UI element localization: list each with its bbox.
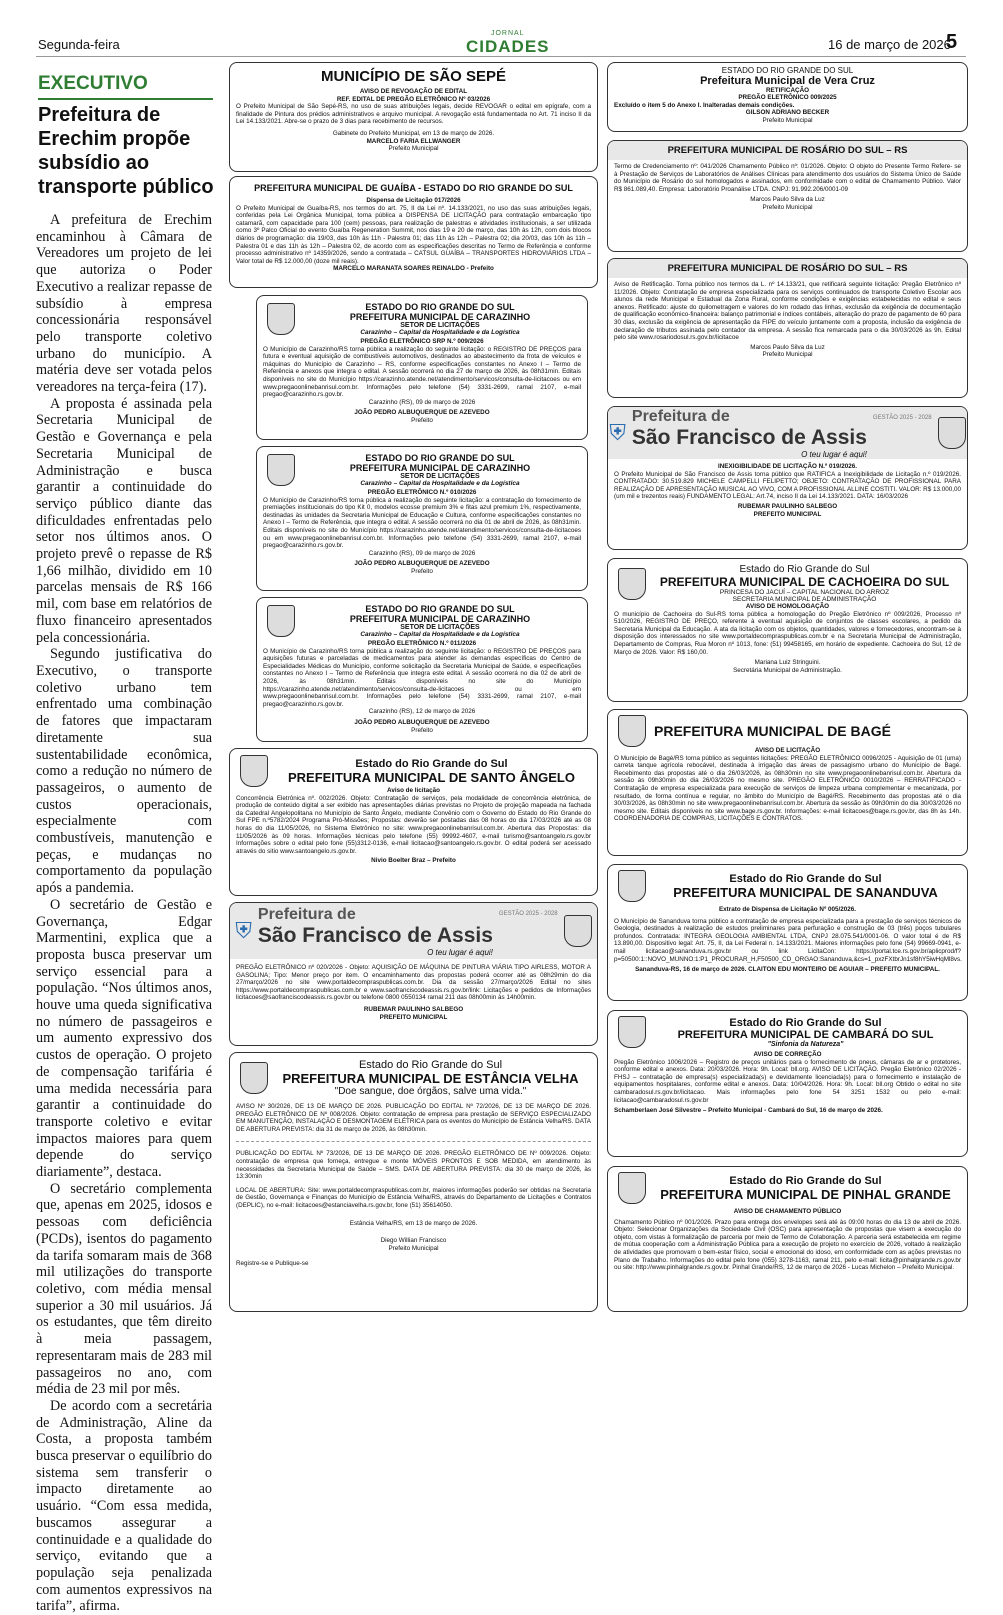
coat-of-arms-icon <box>564 915 592 947</box>
notice-body: O Prefeito Municipal de Guaíba-RS, nos termos do art. 75, II da Lei nº. 14.133/2021, no uso das suas atribuições legais, conferidas pela Lei Orgânica Municipal, torna pública a DISPENSA DE LICITAÇÃO para contratação embarcação tipo catamarã, com capacidade para 100 (cem) pessoas, para realização de palestras e atividades institucionais, a ser utilizada como 3º Palco Oficial do evento Guaíba Regeneration Summit, nos dias 19 e 20 de março, das 10h às 12h, com dois blocos diários de programação: dia 19/03, das 10h às 11h - Palestra 01; das 11h às 12h – Palestra 02; dia 20/03, das 10h às 11h – Palestra 01 e das 11h às 12h – Palestra 02, de acordo com as especificações descritas no Termo de Referência e conforme processo administrativo nº 14359/2026, sendo a contratada – CATSUL GUAÍBA – TRANSPORTES HIDROVIÁRIOS LTDA – Valor total de R$ 12.000,00 (doze mil reais). <box>236 204 591 265</box>
notice-cachoeira <box>607 558 968 702</box>
notice-body: O Município de Sananduva torna público a contratação de empresa especializada para a prestação de serviços técnicos de Geologia, destinados à realização de estudos preliminares para perfuração e construção de 03 (três) poços tubulares profundos. Contratada: INTEGRA GEOLOGIA AMBIENTAL LTDA, CNPJ 28.075.541/0001-06. O valor total é de R$ 13.890,00. Dispositivo legal: Art. 75, II, da Lei Federal n. 14.133/2021. Maiores informações pelo fone (54) 99669-0941, e-mail licitacao@sananduva.rs.gov.br ou link LicitaCon: https://portal.tce.rs.gov.br/aplicprod/f?p=50500:1::NOVO_MUNNO:1:P1_PROCURAR_H,F50500_CD_ORGAO:Sananduva,&cs=1_pxzFXtbrJn1sf8hY5iwHqMl8vs. <box>614 917 962 963</box>
notice-signature: Gabinete do Prefeito Municipal, em 13 de março de 2026. <box>332 129 495 137</box>
coat-of-arms-icon <box>267 454 295 486</box>
notice-subtitle: Aviso de licitação <box>387 787 440 794</box>
sfa-shield-icon: ⛨ <box>235 918 252 943</box>
header-divider <box>36 56 966 57</box>
section-divider <box>38 98 213 100</box>
notice-signature: MARCELO MARANATA SOARES REINALDO - Prefeito <box>333 265 494 273</box>
notice-cambara <box>607 1010 968 1157</box>
coat-of-arms-icon <box>618 1016 646 1048</box>
notice-body: Pregão Eletrônico 1006/2026 – Registro de preços unitários para o fornecimento de pneus, câmaras de ar e protetores, conforme edital e anexos. Data: 20/03/2026. Hora: 9h. Local: bll.org. AVISO DE LICITAÇÃO. Pregão Eletrônico 02/2026 - FHSJ – contratação de empresa(s) especializada(s) e devidamente licenciada(s) para o fornecimento e instalação de equipamentos hospitalares, conforme edital e anexos. Data: 10/04/2026. Hora: 9h. Local: bll.org Obtido o edital no site cambaradosul.rs.gov.br/licitacao. Mais informações pelo fone 54 3251 1532 ou pelo e-mail: licitacao@cambaradosul.rs.gov.br <box>614 1058 961 1104</box>
notice-signature: JOÃO PEDRO ALBUQUERQUE DE AZEVEDO <box>354 718 490 726</box>
sfa-logo <box>608 407 967 459</box>
header-cidades: CIDADES <box>466 37 550 56</box>
sfa-gestao: GESTÃO 2025 - 2028 <box>498 911 558 917</box>
article-paragraph: Segundo justificativa do Executivo, o transporte coletivo urbano tem enfrentado uma combinação de fatores que impactaram diretamente sua sustentabilidade econômica, como a redução no número de passageiros, o aumento de custos operacionais, especialmente com combustíveis, manutenção e peças, e mudanças no comportamento da população após a pandemia. <box>36 646 212 897</box>
notice-title: Prefeitura Municipal de Vera Cruz <box>700 74 875 87</box>
notice-body: Termo de Credenciamento nº: 041/2026 Chamamento Público nº: 01/2026. Objeto: O objeto do Presente Termo Refere- se à Prestação de Serviços de Laboratórios de Análises Clínicas para atendimento dos usuários do Sistema Único de Saúde do Município de Rosário do sul homologados e assinados, em conformidade com o edital de Chamamento Público. Valor R$ 861.089,40. Empresa: Laboratório Proanálise LTDA. CNPJ: 91.992.206/0001-09 <box>614 163 961 193</box>
notice-subtitle: RETIFICAÇÃO <box>765 86 810 94</box>
header-date: 16 de março de 2026 <box>828 37 951 52</box>
notice-guaiba <box>229 176 598 288</box>
notice-subtitle: AVISO DE REVOGAÇÃO DE EDITAL <box>359 88 468 95</box>
notice-title: PREFEITURA MUNICIPAL DE SANANDUVA <box>673 884 938 900</box>
notice-carazinho-2 <box>256 446 588 591</box>
page-number: 5 <box>946 31 958 53</box>
notice-date: Carazinho (RS), 12 de março de 2026 <box>368 708 476 716</box>
notice-signature: PREFEITO MUNICIPAL <box>753 510 822 518</box>
notice-slogan: Carazinho – Capital da Hospitalidade e da Logística <box>360 480 520 487</box>
notice-signature: Prefeito Municipal <box>762 351 813 359</box>
notice-title: PREFEITURA MUNICIPAL DE ROSÁRIO DO SUL – RS <box>608 141 967 160</box>
notice-subtitle: AVISO DE CORREÇÃO <box>753 1051 822 1058</box>
notice-pinhal-grande <box>607 1166 968 1312</box>
notice-body: Aviso de Retificação. Torna público nos termos da L. nº 14.133/21, que retificará seguinte licitação: Pregão Eletrônico nº 11/2026. Objeto: Contratação de empresa especializada para os serviços continuados de transporte Coletivo Escolar aos alunos da rede Municipal e Estadual da Zona Rural, conforme condições e exigências estabelecidas no edital e seus anexos. Retificado: ajuste do quilometragem e valores do km rodado das linhas, exclusão da exigência de documentação de qualificação econômico-financeira: balanço patrimonial e índices contábeis, alteração do prazo de pagamento de 60 para 30 dias, exclusão da exigência de apresentação da FIPE do veículo juntamente com a proposta, inclusão da exigência de declaração de tributos assinada pelo contador da empresa. A sessão fica remarcada para o dia 30/03/2026 às 9h. Edital pelo site www.rosariodosul.rs.gov.br/licitacoe <box>614 281 961 342</box>
notice-subtitle: Dispensa de Licitação 017/2026 <box>366 197 461 204</box>
notice-title: PREFEITURA MUNICIPAL DE CAMBARÁ DO SUL <box>677 1028 934 1041</box>
notice-subtitle: PREGÃO ELETRÔNICO SRP N.º 009/2026 <box>360 338 484 345</box>
coat-of-arms-icon <box>618 715 646 747</box>
notice-rosario-2 <box>607 258 968 398</box>
notice-signature: Marcos Paulo Silva da Luz <box>750 196 825 204</box>
notice-signature: Mariana Luiz Stringuini. <box>754 659 821 667</box>
notice-heading: Estado do Rio Grande do Sul <box>729 1016 882 1029</box>
notice-title: PREFEITURA MUNICIPAL DE ESTÂNCIA VELHA <box>282 1071 579 1086</box>
header-section <box>466 30 550 57</box>
notice-sao-sepe <box>229 62 598 172</box>
notice-body: LOCAL DE ABERTURA: Site: www.portaldecompraspublicas.com.br, maiores informações poderão ser obtidas na Secretaria de Gestão, Governança e Finanças do Município de Estância Velha/RS, através do Departamento de Licitações e Contratos (DEPLIC), no e-mail: licitacoes@estanciavelha.rs.gov.br, fone (51) 35614050. <box>236 1186 591 1209</box>
notice-body: Concorrência Eletrônica nº. 002/2026. Objeto: Contratação de serviços, pela modalidade de concorrência eletrônica, de produção de conteúdo digital a ser exibido nas apresentações diárias previstas no Projeto de projeção mapeada na fachada da Catedral Angelopolitana no Município de Santo Ângelo, mediante Convênio com o Governo do Estado do Rio Grande do Sul FPE n.º5782/2024 Programa Pró-Missões; Propostas: deverão ser postadas das 08 horas do dia 17/03/2026 até as 08 horas do dia 11/05/2026, no Sistema Eletrônico no site: www.pregaoonlinebanrisul.com.br. Abertura das Propostas: dia 11/05/2026 às 09 horas. Informações técnicas pelo telefone (55) 99992-4607, e-mail turismo@santoangelo.rs.gov.br Informações sobre o edital pelo fone (55)3312-0136, e-mail licitacao@santoangelo.rs.gov.br. O edital poderá ser acessado através do sitio www.santoangelo.rs.gov.br. <box>236 794 591 855</box>
sfa-name: São Francisco de Assis <box>257 923 493 947</box>
notice-subtitle: AVISO DE LICITAÇÃO <box>754 747 821 754</box>
notice-rosario-1 <box>607 140 968 252</box>
notice-heading: Estado do Rio Grande do Sul <box>729 872 882 885</box>
coat-of-arms-icon <box>618 870 646 902</box>
notice-title: PREFEITURA MUNICIPAL DE CACHOEIRA DO SUL <box>659 575 950 589</box>
notice-signature: Sananduva-RS, 16 de março de 2026. CLAITON EDU MONTEIRO DE AGUIAR – PREFEITO MUNICIPAL. <box>635 966 940 974</box>
header-jornal: JORNAL <box>490 30 525 37</box>
notice-santo-angelo <box>229 748 598 896</box>
notice-body: Excluído o item 5 do Anexo I. Inalteradas demais condições. <box>614 101 795 109</box>
notice-title: PREFEITURA MUNICIPAL DE PINHAL GRANDE <box>660 1186 951 1202</box>
section-label: EXECUTIVO <box>38 73 148 94</box>
notice-heading: Estado do Rio Grande do Sul <box>355 757 508 770</box>
notice-signature: Prefeito <box>411 726 433 734</box>
notice-signature: Nivio Boelter Braz – Prefeito <box>371 857 456 865</box>
notice-heading: SETOR DE LICITAÇÕES <box>400 322 480 329</box>
notice-carazinho-3 <box>256 597 588 742</box>
notice-subtitle: Extrato de Dispensa de Licitação Nº 005/2026. <box>718 906 857 913</box>
article-paragraph: O secretário complementa que, apenas em 2025, idosos e pessoas com deficiência (PCDs), isentos do pagamento da tarifa somaram mais de 368 mil utilizações do transporte coletivo, com média mensal superior a 30 mil usuários. Já os estudantes, que têm direito à meia passagem, representaram mais de 283 mil passageiros no ano, com média de 23 mil por mês. <box>36 1180 212 1398</box>
article-paragraph: De acordo com a secretária de Administração, Aline da Costa, a proposta também busca preservar o equilíbrio do sistema sem transferir o impacto diretamente ao usuário. “Com essa medida, buscamos assegurar a continuidade e a qualidade do serviço, evitando que a população seja penalizada com aumentos expressivos na tarifa”, afirma. <box>36 1397 212 1615</box>
sfa-prefix: Prefeitura de <box>257 905 356 923</box>
notice-subtitle: AVISO DE CHAMAMENTO PÚBLICO <box>733 1208 842 1215</box>
notice-heading: SETOR DE LICITAÇÕES <box>400 624 480 631</box>
sfa-logo <box>230 903 597 959</box>
notice-title: PREFEITURA MUNICIPAL DE GUAÍBA - ESTADO DO RIO GRANDE DO SUL <box>254 183 573 193</box>
notice-heading: SECRETARIA MUNICIPAL DE ADMINISTRAÇÃO <box>732 596 877 603</box>
sfa-shield-icon: ⛨ <box>609 420 626 445</box>
notice-heading: PRINCESA DO JACUÍ – CAPITAL NACIONAL DO ARROZ <box>719 589 890 596</box>
notice-sao-francisco-1 <box>229 902 598 1046</box>
notice-signature: JOÃO PEDRO ALBUQUERQUE DE AZEVEDO <box>354 560 490 568</box>
notice-heading: Estado do Rio Grande do Sul <box>739 564 870 575</box>
coat-of-arms-icon <box>267 605 295 637</box>
notice-signature: Prefeito <box>411 567 433 575</box>
notice-heading: ESTADO DO RIO GRANDE DO SUL <box>365 302 515 312</box>
sfa-slogan: O teu lugar é aqui! <box>427 947 493 957</box>
article-paragraph: A proposta é assinada pela Secretaria Municipal de Gestão e Governança e pela Secretaria Municipal de Administração e busca garantir a continuidade do serviço público diante das dificuldades enfrentadas pelo setor nos últimos anos. O projeto prevê o repasse de R$ 1,66 milhão, dividido em 10 parcelas mensais de R$ 166 mil, com base em relatórios de fluxo financeiro apresentados pela concessionária. <box>36 395 212 646</box>
notice-subtitle: INEXIGIBILIDADE DE LICITAÇÃO N.º 019/2026. <box>718 463 857 470</box>
notice-signature: RUBEMAR PAULINHO SALBEGO <box>363 1005 464 1013</box>
notice-body: O Município de Carazinho/RS torna pública a realização do seguinte licitação: a contratação do fornecimento de premiações institucionais do tipo Kit 0, modelos ecosse premium 3% e fitas azul premium 1%, respectivamente, destinadas às unidades da Secretaria Municipal de Educação e Cultura, conforme especificações constantes no Anexo I – Termo de Referência, que integra o edital. A sessão ocorrerá no dia 01 de abril de 2026, às 08h31min. Editais disponíveis no site do Município https://carazinho.atende.net/atendimento/servicos/consulta-de-licitacoes ou em www.pregaoonlinebanrisul.com.br. Informações pelo telefone (54) 3331-2699, ramal 2107, e-mail pregao@carazinho.rs.gov.br. <box>263 496 581 550</box>
sfa-gestao: GESTÃO 2025 - 2028 <box>872 415 932 421</box>
notice-title: PREFEITURA MUNICIPAL DE BAGÉ <box>654 723 891 739</box>
header-day: Segunda-feira <box>38 37 120 52</box>
notice-title: PREFEITURA MUNICIPAL DE CARAZINHO <box>349 614 531 624</box>
article-body <box>36 212 212 1615</box>
sfa-prefix: Prefeitura de <box>631 407 730 425</box>
notice-signature: Schamberlaen José Silvestre – Prefeito Municipal - Cambará do Sul, 16 de março de 2026. <box>614 1107 883 1115</box>
notice-body: O Município de Carazinho/RS torna pública a realização do seguinte licitação: o REGISTRO DE PREÇOS para aquisições futuras e parceladas de medicamentos para atender às demandas específicas do Centro de Especialidades Médicas do Município, conforme solicitação da Secretaria Municipal de Saúde, e especificações constantes no Anexo I – Termo de Referência que integra este edital. A sessão ocorrerá no dia 02 de abril de 2026, às 08h31min. Editais disponíveis no site do Município https://carazinho.atende.net/atendimento/servicos/consulta-de-licitacoes ou em www.pregaoonlinebanrisul.com.br. Informações pelo telefone (54) 3331-2699, ramal 2107, e-mail pregao@carazinho.rs.gov.br. <box>263 647 581 708</box>
notice-title: PREFEITURA MUNICIPAL DE CARAZINHO <box>349 463 531 473</box>
notice-signature: RUBEMAR PAULINHO SALBEGO <box>737 502 838 510</box>
article-paragraph: A prefeitura de Erechim encaminhou à Câmara de Vereadores um projeto de lei que autoriza o Poder Executivo a realizar repasse de subsídio à empresa concessionária responsável pelo transporte coletivo urbano do município. A matéria deve ser votada pelos vereadores na terça-feira (17). <box>36 212 212 396</box>
notice-signature: Prefeito Municipal <box>762 203 813 211</box>
notice-heading: ESTADO DO RIO GRANDE DO SUL <box>365 604 515 614</box>
notice-signature: Prefeito Municipal <box>762 116 813 124</box>
notice-subtitle: REF. EDITAL DE PREGÃO ELETRÔNICO Nº 03/2026 <box>336 95 491 103</box>
notice-signature: GILSON ADRIANO BECKER <box>745 109 830 117</box>
notice-body: O Prefeito Municipal de São Sepé-RS, no uso de suas atribuições legais, decide REVOGAR o edital em epígrafe, com a finalidade de Pintura dos prédios administrativos e arquivo municipal. A revogação está fundamentada no Art. 71 inciso II da Lei 14.133/2021. Abre-se o prazo de 3 dias para recebimento de recursos. <box>236 103 591 126</box>
coat-of-arms-icon <box>938 417 966 449</box>
coat-of-arms-icon <box>240 755 268 787</box>
notice-date: Carazinho (RS), 09 de março de 2026 <box>368 398 476 406</box>
notice-subtitle: AVISO DE HOMOLOGAÇÃO <box>745 603 830 610</box>
sfa-slogan: O teu lugar é aqui! <box>801 449 867 459</box>
notice-body: AVISO Nº 30/2026, DE 13 DE MARÇO DE 2026. PUBLICAÇÃO DO EDITAL Nº 72/2026, DE 13 DE MARÇO DE 2026. PREGÃO ELETRÔNICO DE Nº 008/2026. Objeto: contratação de empresa para prestação de SERVIÇO ESPECIALIZADO EM MANUTENÇÃO, INSTALAÇÃO E DESMONTAGEM ELÉTRICA para os eventos do Município de Estância Velha/RS. DATA DE ABERTURA PREVISTA: dia 31 de março de 2026, às 08h30min. <box>236 1103 591 1133</box>
notice-date: Carazinho (RS), 09 de março de 2026 <box>368 549 476 557</box>
notice-signature: MARCELO FARIA ELLWANGER <box>366 137 461 145</box>
notice-heading: Estado do Rio Grande do Sul <box>729 1174 882 1187</box>
notice-slogan: Carazinho – Capital da Hospitalidade e da Logística <box>360 631 520 638</box>
coat-of-arms-icon <box>618 568 646 600</box>
article-paragraph: O secretário de Gestão e Governança, Edgar Marmentini, explica que a proposta busca preservar um serviço essencial para a população. “Nos últimos anos, houve uma queda significativa no número de passageiros e um aumento expressivo dos custos de operação. O projeto de compensação tarifária é uma medida necessária para garantir a continuidade do transporte coletivo e evitar impactos maiores para quem depende do serviço diariamente”, destaca. <box>36 896 212 1181</box>
notice-body: O Município de Bagé/RS torna público as seguintes licitações: PREGÃO ELETRÔNICO 0096/2025 - Aquisição de 01 (uma) carreta tanque agrícola rebocável, destinada à irrigação das áreas de passagismo urbano do Município de Bagé. Recebimento das propostas até o dia 26/03/2026, às 08h30min no site www.pregaoonlinebanrisul.com.br. Abertura da sessão às 09h30min do dia 26/03/2026 no mesmo site. PREGÃO ELETRÔNICO 0010/2026 – RERRATIFICADO - Contratação de empresa especializada para execução de serviços de limpeza urbana complementar e mecanizada, por resultado, de forma contínua e regular, no âmbito do Município de Bagé/RS. Recebimento das propostas até o dia 30/03/2026, às 08h30min no site www.pregaoonlinebanrisul.com.br. Abertura da sessão às 09h30min do dia 30/03/2026 no mesmo site. Editais disponíveis no site www.bage.rs.gov.br. Informações: e-mail licitacoes@bage.rs.gov.br, das 8h às 14h. COORDENADORIA DE COMPRAS, LICITAÇÕES E CONTRATOS. <box>614 754 961 823</box>
divider <box>236 1141 591 1142</box>
notice-bage <box>607 709 968 856</box>
notice-sananduva <box>607 864 968 1001</box>
notice-motto: "Doe sangue, doe órgãos, salve uma vida." <box>334 1086 527 1097</box>
notice-subtitle: PREGÃO ELETRÔNICO N.º 011/2026 <box>367 640 477 647</box>
notice-body: O Prefeito Municipal de São Francisco de Assis torna público que RATIFICA a Inexigibilidade de Licitação n.º 019/2026. CONTRATADO: 30.519.829 MICHELE CAMPELLI FELIPETTO; OBJETO: CONTRATAÇÃO DE PROFISSIONAL PARA REALIZAÇÃO DE APRESENTAÇÃO MUSICAL AO VIVO, COM A PROFISSIONAL ALLINE COSTITI. VALOR: R$ 13.000,00 (um mil e trezentos reais) FUNDAMENTO LEGAL: Art.74, inciso II da Lei 14.133/2021. DATA: 16/03/2026 <box>614 470 961 501</box>
notice-signature: Prefeito <box>411 416 433 424</box>
notice-signature: JOÃO PEDRO ALBUQUERQUE DE AZEVEDO <box>354 409 490 417</box>
article-title: Prefeitura de Erechim propõe subsídio ao transporte público <box>38 104 214 198</box>
notice-signature: Diego Willian Francisco <box>380 1237 447 1245</box>
notice-signature: Secretária Municipal de Administração. <box>733 666 842 674</box>
notice-estancia-velha <box>229 1052 598 1312</box>
coat-of-arms-icon <box>267 303 295 335</box>
notice-title: PREFEITURA MUNICIPAL DE SANTO ÂNGELO <box>288 769 575 785</box>
notice-carazinho-1 <box>256 295 588 440</box>
coat-of-arms-icon <box>240 1062 268 1094</box>
notice-heading: ESTADO DO RIO GRANDE DO SUL <box>721 66 854 75</box>
coat-of-arms-icon <box>618 1172 646 1204</box>
notice-body: Chamamento Público nº 001/2026. Prazo para entrega dos envelopes será até às 09:00 horas do dia 13 de abril de 2026. Objeto: Selecionar Organizações da Sociedade Civil (OSC) para apresentação de propostas que visem a execução do objeto, com vistas à formalização de parceria por meio de Termo de Colaboração. A parceria será estabelecida em regime de mútua cooperação com a Administração Pública para a execução de projeto no exercício de 2026, voltado à realização de atividades que promovam o bem-estar físico, social e emocional do idoso, em conformidade com as ações previstas no Plano de Trabalho. Informações do edital pelo fone (055) 3278-1163, ramal 211, pelo e-mail: licita@pinhalgrande.rs.gov.br ou site: http://www.pinhalgrande.rs.gov.br. Pinhal Grande/RS, 12 de março de 2026 - Lucas Michelon – Prefeito Municipal. <box>614 1218 961 1272</box>
notice-signature: Prefeito Municipal <box>388 145 439 153</box>
notice-title: PREFEITURA MUNICIPAL DE CARAZINHO <box>349 312 531 322</box>
notice-signature: PREFEITO MUNICIPAL <box>379 1013 448 1021</box>
notice-motto: "Sinfonia da Natureza" <box>767 1040 844 1048</box>
notice-heading: ESTADO DO RIO GRANDE DO SUL <box>365 453 515 463</box>
notice-subtitle: PREGÃO ELETRÔNICO N.º 010/2026 <box>367 489 477 496</box>
notice-sao-francisco-2 <box>607 406 968 550</box>
notice-vera-cruz <box>607 62 968 132</box>
notice-body: O município de Cachoeira do Sul-RS torna pública a homologação do Pregão Eletrônico nº 009/2026, Processo nº 510/2026, REGISTRO DE PREÇO, referente à eventual aquisição de conjuntos de classes escolares, a pedido da Secretaria Municipal da Educação. A ata da licitação com os objetos, quantidades, valores e fornecedores, encontram-se à disposição dos interessados no site www.portaldecompraspublicas.com.br e na Secretaria Municipal de Administração, Departamento de Compras, Rua Moron nº 1013, fone: (51) 99458165, em horário de expediente. Cachoeira do Sul, 12 de Março de 2026. Valor: R$ 160,00. <box>614 610 961 656</box>
sfa-name: São Francisco de Assis <box>631 425 867 449</box>
notice-signature: Marcos Paulo Silva da Luz <box>750 343 825 351</box>
notice-subtitle: PREGÃO ELETRÔNICO 009/2025 <box>738 94 837 102</box>
notice-footer: Registre-se e Publique-se <box>236 1260 309 1268</box>
notice-body: PREGÃO ELETRÔNICO nº 020/2026 - Objeto: AQUISIÇÃO DE MÁQUINA DE PINTURA VIÁRIA TIPO AIRLESS, MOTOR A GASOLINA; Tipo: Menor preço por item. O encaminhamento das propostas poderá ocorrer até as 08h29min do dia 27/março/2026 no site www.portaldecompraspublicas.com.br. Dia da sessão 27/março/2026 Edital no sites https://www.portaldecompraspublicas.com.br e www.saofranciscodeassis.rs.gov.br/link: Licitações e pedidos de Informações licitacoes@saofranciscodeassis.rs.gov.br ou telefone 0800 0550134 ramal 211 das 08h00min às 14h00min. <box>236 964 591 1002</box>
notice-slogan: Carazinho – Capital da Hospitalidade e da Logística <box>360 329 520 336</box>
notice-title: MUNICÍPIO DE SÃO SEPÉ <box>320 68 507 85</box>
notice-date: Estância Velha/RS, em 13 de março de 2026. <box>349 1219 478 1227</box>
notice-body: O Município de Carazinho/RS torna pública a realização do seguinte licitação: o REGISTRO DE PREÇOS para futura e eventual aquisição de combustíveis automotivos, destinados ao abastecimento da frota de veículos e máquinas do Município de Carazinho – RS, conforme especificações constantes no Anexo I – Termo de Referência e anexos que integra o edital. A sessão ocorrerá no dia 27 de março de 2026, às 08h31min. Editais disponíveis no site do Município https://carazinho.atende.net/atendimento/servicos/consulta-de-licitacoes ou em www.pregaoonlinebanrisul.com.br. Informações pelo telefone (54) 3331-2699, ramal 2107, e-mail pregao@carazinho.rs.gov.br. <box>263 345 581 399</box>
notice-signature: Prefeito Municipal <box>388 1244 439 1252</box>
notice-title: PREFEITURA MUNICIPAL DE ROSÁRIO DO SUL – RS <box>608 259 967 278</box>
notice-heading: SETOR DE LICITAÇÕES <box>400 473 480 480</box>
notice-heading: Estado do Rio Grande do Sul <box>358 1059 503 1071</box>
notice-body: PUBLICAÇÃO DO EDITAL Nº 73/2026, DE 13 DE MARÇO DE 2026. PREGÃO ELETRÔNICO DE Nº 009/2026. Objeto: contratação de empresa que forneça, entregue e monte MÓVEIS PRONTOS E SOB MEDIDA, em atendimento às necessidades da Secretaria Municipal de Saúde – SMS. DATA DE ABERTURA PREVISTA: dia 30 de março de 2026, às 13:30min <box>236 1150 591 1181</box>
